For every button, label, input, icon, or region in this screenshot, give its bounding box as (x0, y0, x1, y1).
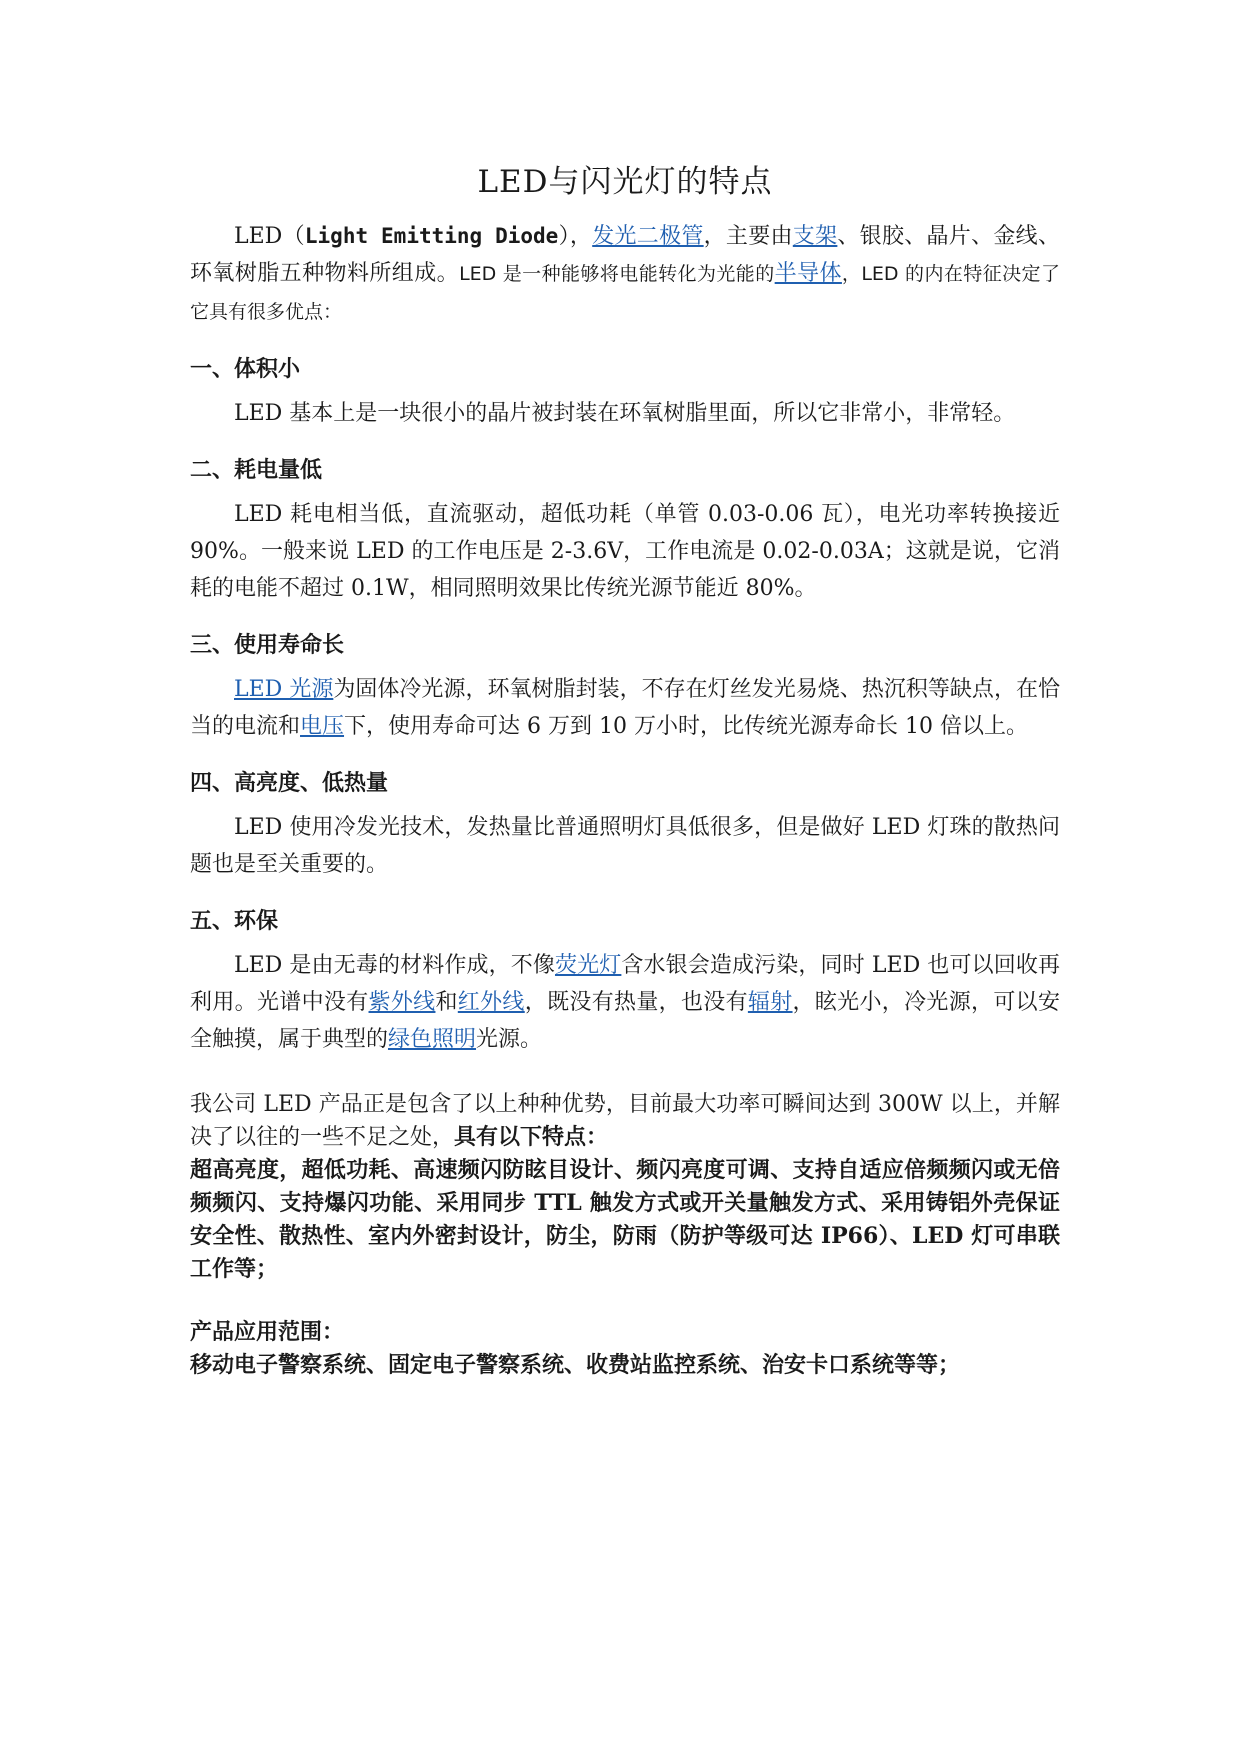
application-list: 移动电子警察系统、固定电子警察系统、收费站监控系统、治安卡口系统等等； (190, 1352, 961, 1378)
application-heading: 产品应用范围： (190, 1319, 345, 1345)
intro-english-term: Light Emitting Diode (304, 224, 559, 248)
intro-text: ）， (558, 224, 593, 249)
eco-text: ，眩光小，冷光源，可以安全触摸，属于典型的 (190, 990, 1060, 1052)
section-heading-brightness: 四、高亮度、低热量 (190, 771, 389, 796)
link-green-lighting[interactable]: 绿色照明 (388, 1027, 477, 1052)
page-title: LED与闪光灯的特点 (477, 164, 773, 200)
eco-text: LED 是由无毒的材料作成，不像 (234, 953, 555, 978)
document-body (190, 160, 1060, 1382)
lifespan-text: 为固体冷光源，环氧树脂封装，不存在灯丝发光易烧、热沉积等缺点，在恰当的电流和 (190, 677, 1060, 739)
lifespan-text: 下，使用寿命可达 6 万到 10 万小时，比传统光源寿命长 10 倍以上。 (344, 714, 1028, 739)
link-bracket[interactable]: 支架 (792, 224, 838, 249)
link-fluorescent-lamp[interactable]: 荧光灯 (554, 953, 622, 978)
spacer (190, 1058, 1060, 1088)
link-led-light-source[interactable]: LED 光源 (234, 677, 334, 702)
section-heading-lifespan: 三、使用寿命长 (190, 633, 345, 658)
section-text-brightness: LED 使用冷发光技术，发热量比普通照明灯具低很多，但是做好 LED 灯珠的散热问题也是至关重要的。 (190, 815, 1060, 877)
company-paragraph (190, 1088, 1060, 1154)
features-list: 超高亮度，超低功耗、高速频闪防眩目设计、频闪亮度可调、支持自适应倍频频闪或无倍频频闪、支持爆闪功能、采用同步 TTL 触发方式或开关量触发方式、采用铸铝外壳保证安全性、散热性、室内外密封设计，防尘，防雨（防护等级可达 IP66）、LED 灯可串联工作等； (190, 1157, 1060, 1282)
intro-text: ，LED 的内在特征决定了它具有很多优点： (190, 263, 1060, 323)
link-semiconductor[interactable]: 半导体 (774, 261, 842, 286)
eco-text: ，既没有热量，也没有 (524, 990, 748, 1015)
eco-text: 和 (435, 990, 458, 1015)
section-text-eco (190, 947, 1060, 1058)
link-voltage[interactable]: 电压 (300, 714, 345, 739)
section-heading-size: 一、体积小 (190, 357, 301, 382)
eco-text: 含水银会造成污染，同时 LED 也可以回收再利用。光谱中没有 (190, 953, 1060, 1015)
spacer (190, 1286, 1060, 1316)
features-label: 具有以下特点： (454, 1124, 609, 1150)
section-heading-eco: 五、环保 (190, 909, 279, 934)
company-text: 我公司 LED 产品正是包含了以上种种优势，目前最大功率可瞬间达到 300W 以上，并解决了以往的一些不足之处， (190, 1092, 1060, 1150)
intro-text: ，主要由 (703, 224, 793, 249)
link-led-diode[interactable]: 发光二极管 (592, 224, 704, 249)
section-text-size: LED 基本上是一块很小的晶片被封装在环氧树脂里面，所以它非常小，非常轻。 (234, 401, 1016, 426)
eco-text: 光源。 (476, 1027, 543, 1052)
section-text-lifespan (190, 671, 1060, 745)
intro-paragraph (190, 218, 1060, 331)
section-text-power: LED 耗电相当低，直流驱动，超低功耗（单管 0.03-0.06 瓦），电光功率转换接近 90%。一般来说 LED 的工作电压是 2-3.6V，工作电流是 0.02-0.03A；这就是说，它消耗的电能不超过 0.1W，相同照明效果比传统光源节能近 80%。 (190, 502, 1060, 601)
intro-text: LED（ (234, 224, 305, 249)
intro-text: LED 是一种能够将电能转化为光能的 (459, 263, 775, 285)
link-ultraviolet[interactable]: 紫外线 (368, 990, 436, 1015)
intro-text: 、银胶、晶片、金线、环氧树脂五种物料所组成。 (190, 224, 1060, 286)
link-infrared[interactable]: 红外线 (457, 990, 525, 1015)
link-radiation[interactable]: 辐射 (747, 990, 793, 1015)
section-heading-power: 二、耗电量低 (190, 458, 323, 483)
